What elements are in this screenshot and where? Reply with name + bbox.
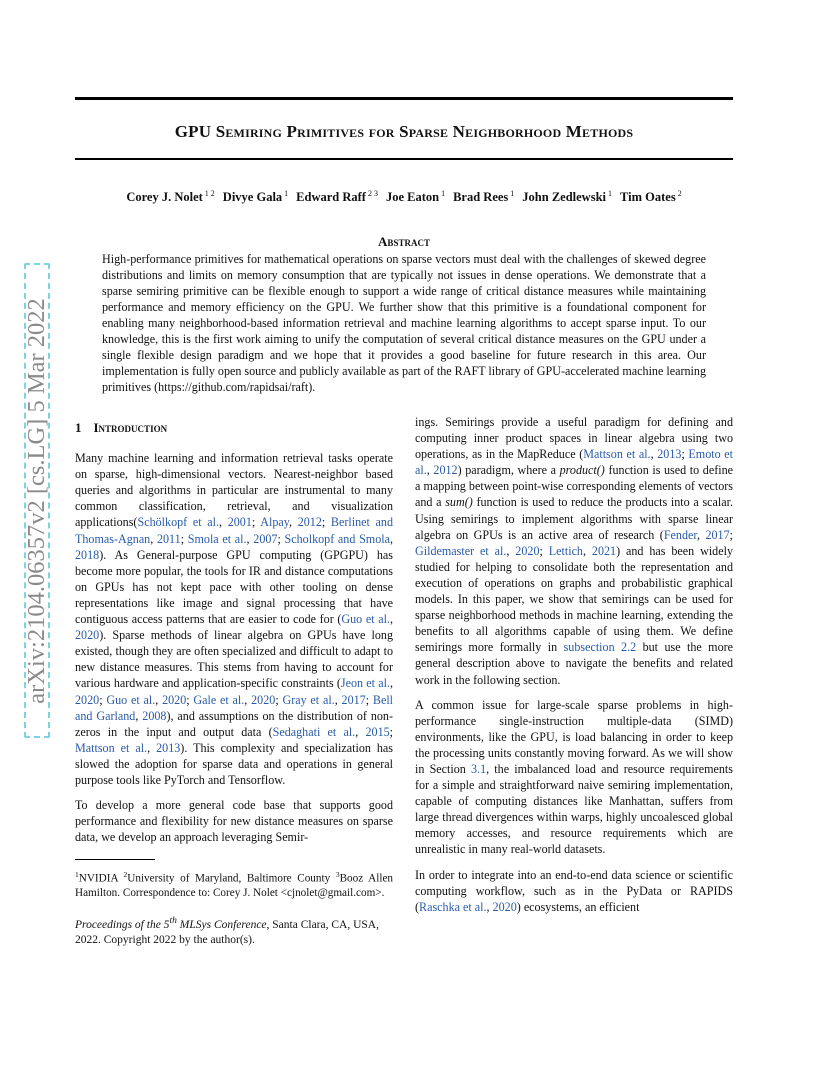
text-run: , [246,531,254,546]
author-affiliation: 1 [282,189,289,198]
citation-link[interactable]: Gray et al. [282,692,335,707]
author-list [75,189,733,205]
citation-link[interactable]: Berlinet and Thomas-Agnan [75,515,394,546]
text-run: , [426,463,434,478]
citation-link[interactable]: 2021 [591,543,617,558]
citation-link[interactable]: Gale et al. [193,692,245,707]
citation-link[interactable]: Guo et al. [341,612,390,627]
citation-link[interactable]: Mattson et al. [583,447,651,462]
citation-link[interactable]: Guo et al. [106,692,156,707]
proceedings-prefix: Proceedings of the 5 [75,918,170,931]
citation-link[interactable]: 2018 [75,547,100,562]
citation-link[interactable]: 2020 [251,692,276,707]
citation-link[interactable]: 2001 [227,515,252,530]
text-run: , [696,527,706,542]
text-run: ; [389,724,394,739]
citation-link[interactable]: 2020 [492,899,517,914]
citation-link[interactable]: 2020 [75,692,100,707]
text-run: , [219,515,228,530]
footnote-rule [75,859,155,860]
paper-title [75,122,733,142]
citation-link[interactable]: Gildemaster et al. [415,543,507,558]
section-heading [75,420,393,436]
author-name: John Zedlewski [522,190,607,205]
text-run: ; [365,692,373,707]
section-number: 1 [75,420,82,435]
text-run: function is used to reduce the products into a scalar. Using semirings to implement algorithms with sparse linear algebra on GPUs is an active area of research ( [415,495,733,542]
citation-link[interactable]: 2020 [515,543,540,558]
text-run: ; [277,531,285,546]
proceedings-sup: th [169,914,177,926]
paragraph [415,867,733,915]
author [296,190,378,204]
author-affiliation: 2 [675,189,682,198]
citation-link[interactable]: 2012 [297,515,322,530]
text-run: ). Sparse methods of linear algebra on GPUs have long existed, though they are often specialized and difficult to adapt to new distance measures. This stems from having to account for various hardware and application-specific constraints ( [75,628,393,691]
text-run: but use the more general description above to navigate the benefits and related work in the following section. [415,640,734,687]
right-paragraphs [415,414,733,915]
text-run: , [650,447,658,462]
citation-link[interactable]: 2017 [341,692,366,707]
text-run: , [506,543,516,558]
paragraph [415,414,733,688]
title-prefix: GPU [174,122,216,141]
citation-link[interactable]: Fender [663,527,697,542]
author [386,190,445,204]
author-name: Brad Rees [453,190,509,205]
author [620,190,682,204]
text-run: , [244,692,252,707]
citation-link[interactable]: Alpay [260,515,290,530]
author-name: Tim Oates [620,190,676,205]
text-run: ; [99,692,107,707]
citation-link[interactable]: Bell and Garland [75,692,394,723]
footnote-aff3: Booz Allen Hamilton. Correspondence to: Corey J. Nolet <cjnolet@gmail.com>. [75,873,394,900]
text-run: ; [275,692,283,707]
abstract-text: High-performance primitives for mathematical operations on sparse vectors must deal with the challenges of skewed degree distributions and limits on memory consumption that are typically not issues in dense operations. We demonstrate that a sparse semiring primitive can be flexible enough to support a wide range of critical distance measures while maintaining performance and memory efficiency on the GPU. We further show that this primitive is a foundational component for enabling many neighborhood-based information retrieval and machine learning algorithms to accept sparse input. To our knowledge, this is the first work aiming to unify the computation of several critical distance measures on the GPU under a single flexible design paradigm and we hope that it provides a good baseline for future research in this area. Our implementation is fully open source and publicly available as part of the RAFT library of GPU-accelerated machine learning primitives (https://github.com/rapidsai/raft). [102,252,706,394]
author-name: Divye Gala [222,190,283,205]
text-run: ; [681,447,689,462]
author-name: Corey J. Nolet [126,190,203,205]
citation-link[interactable]: 2020 [75,628,100,643]
text-run: , [135,708,143,723]
title-bottom-rule [75,158,733,160]
paragraph [75,797,393,845]
paragraph [415,697,733,858]
text-run: ). This complexity and specialization has slowed the adoption for sparse data and operations in general purpose tools like PyTorch and Tensorflow. [75,740,394,787]
citation-link[interactable]: 2013 [156,740,181,755]
proceedings-rest: , Santa Clara, CA, USA, 2022. Copyright 2022 by the author(s). [75,918,379,946]
citation-link[interactable]: Mattson et al. [75,740,148,755]
text-run: , [147,740,157,755]
abstract-heading: Abstract [378,234,430,249]
citation-link[interactable]: Emoto et al. [415,447,734,478]
text-run: , [389,612,393,627]
text-run: , [150,531,157,546]
author-affiliation: 1 [439,189,446,198]
author-affiliation: 1 [606,189,613,198]
footnote-aff1: NVIDIA [78,873,118,886]
text-run: ings. Semirings provide a useful paradigm for defining and computing inner product spaces in linear algebra using two operations, as in the MapReduce ( [415,415,733,462]
citation-link[interactable]: 2017 [705,527,730,542]
text-run: A common issue for large-scale sparse problems in high-performance single-instruction multiple-data (SIMD) environments, like the GPU, is load balancing in order to keep the processing units constantly moving forward. As we will show in Section [415,697,733,776]
citation-link[interactable]: Raschka et al. [419,899,487,914]
text-run: ; [251,515,261,530]
author-name: Edward Raff [296,190,366,205]
text-run: , the imbalanced load and resource requirements for a simple and straightforward naive semiring implementation, capable of computing distances like Manhattan, suffers from large thread divergences within warps, highly uncoalesced global memory accesses, and resource requirements which are unrealistic in many real-world datasets. [415,761,733,857]
citation-link[interactable]: 2007 [253,531,278,546]
title-rest: Semiring Primitives for Sparse Neighborhood Methods [215,122,634,141]
citation-link[interactable]: 2015 [365,724,390,739]
text-run: , [155,692,163,707]
text-run: ). As General-purpose GPU computing (GPGPU) has become more popular, the tools for IR and distance computations on GPUs has not kept pace with other tooling on dense representations like image and signal processing that have contiguous access patterns that are easier to code for ( [75,547,393,627]
text-run: ) and has been widely studied for helping to consolidate both the representation and execution of operations on graphs and probabilistic graphical models. In this paper, we show that semirings can be used for sparse neighborhood methods in machine learning, extending the benefits to all algorithms capable of using them. We define semirings more formally in [415,543,734,655]
section-title: Introduction [93,420,168,435]
citation-link[interactable]: Smola et al. [187,531,247,546]
citation-link[interactable]: 2013 [657,447,682,462]
text-run: , [289,515,298,530]
citation-link[interactable]: 3.1 [471,761,487,776]
text-run: ; [539,543,549,558]
author [453,190,514,204]
proceedings-venue: MLSys Conference [176,918,267,931]
text-run: ), and assumptions on the distribution of non-zeros in the input and output data ( [75,708,394,739]
text-run: In order to integrate into an end-to-end data science or scientific computing workflow, such as in the PyData or RAPIDS ( [415,867,733,914]
text-run: , [334,692,342,707]
paragraph [75,450,393,788]
citation-link[interactable]: Schölkopf et al. [137,515,219,530]
author-affiliation: 2 3 [365,189,378,198]
text-run: ) paradigm, where a [457,463,560,478]
text-run: sum() [445,495,473,510]
citation-link[interactable]: 2011 [156,531,181,546]
text-run: , [389,531,394,546]
title-top-rule [75,97,733,100]
text-run: Many machine learning and information retrieval tasks operate on sparse, high-dimensional vectors. Nearest-neighbor based queries and algorithms in particular are instrumental to many common classification, retrieval, and visualization applications( [75,451,393,530]
author-affiliation: 1 [508,189,515,198]
author-affiliation: 1 2 [202,189,215,198]
text-run: , [486,899,493,914]
text-run: ) ecosystems, an efficient [516,899,640,914]
text-run: , [355,724,366,739]
text-run: To develop a more general code base that supports good performance and flexibility for new distance measures on sparse data, we develop an approach leveraging Semir- [75,798,393,845]
text-run: ; [321,515,331,530]
text-run: function is used to define a mapping between point-wise corresponding elements of vectors and a [415,463,733,510]
proceedings-note [75,913,393,948]
text-run: ; [180,531,188,546]
citation-link[interactable]: Lettich [548,543,583,558]
citation-link[interactable]: Scholkopf and Smola [284,531,390,546]
arxiv-stamp [24,263,50,738]
arxiv-stamp-text: arXiv:2104.06357v2 [cs.LG] 5 Mar 2022 [23,297,50,704]
author [522,190,612,204]
author-name: Joe Eaton [385,190,440,205]
citation-link[interactable]: Sedaghati et al. [272,724,356,739]
citation-link[interactable]: 2020 [162,692,187,707]
right-column [415,414,733,924]
citation-link[interactable]: 2012 [433,463,458,478]
left-paragraphs [75,450,393,845]
author [126,190,214,204]
citation-link[interactable]: subsection 2.2 [563,640,637,655]
left-column [75,414,393,948]
citation-link[interactable]: 2008 [142,708,167,723]
footnote: $^1$NVIDIA $^2$University of Maryland, Baltimore County $^3$Booz Allen Hamilton. Correspondence to: Corey J. Nolet <cjnolet@gmail.com>. [75,870,394,900]
footnote-aff2: University of Maryland, Baltimore County [127,873,331,886]
text-run: , [582,543,592,558]
text-run: product() [559,463,605,478]
citation-link[interactable]: Jeon et al. [340,676,390,691]
author [223,190,288,204]
text-run: ; [729,527,734,542]
text-run: ; [186,692,194,707]
text-run: , [389,676,393,691]
